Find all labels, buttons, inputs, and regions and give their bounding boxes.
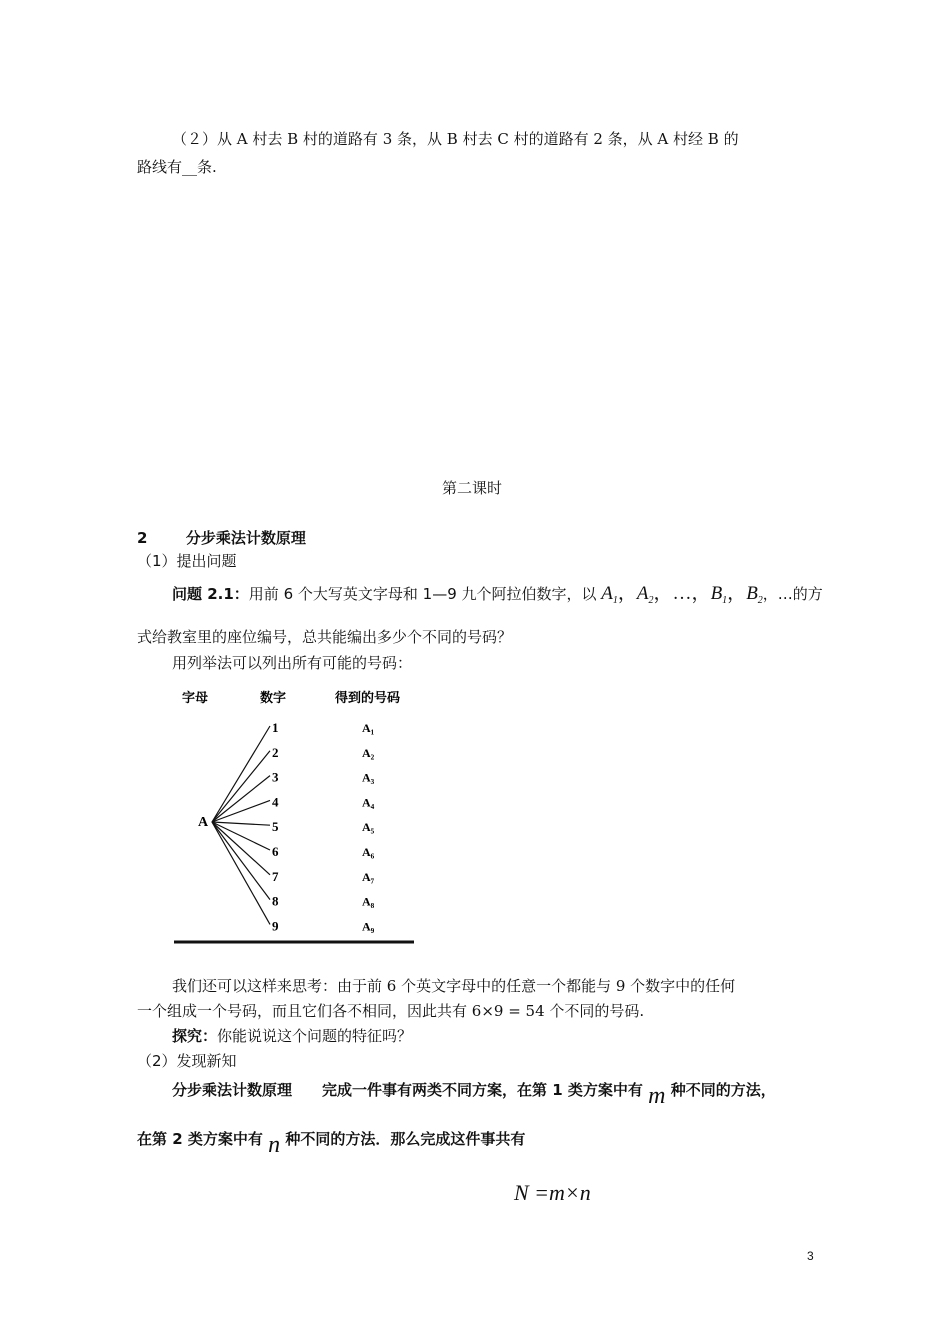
problem-text: 用前 6 个大写英文字母和 1—9 九个阿拉伯数字，以 [248, 585, 597, 603]
tree-branch [212, 822, 270, 875]
think-line-1: 我们还可以这样来思考：由于前 6 个英文字母中的任意一个都能与 9 个数字中的任何 [172, 977, 736, 995]
tree-branch [212, 822, 270, 924]
exercise-line-2: 路线有__条. [137, 158, 217, 176]
tree-branch [212, 822, 270, 825]
tree-code: A₁ [362, 721, 375, 735]
tree-digit: 2 [272, 744, 279, 760]
problem-line-1 [172, 578, 823, 606]
exercise-line-1: （２）从 A 村去 B 村的道路有 3 条，从 B 村去 C 村的道路有 2 条，从 A 村经 B 的 [172, 130, 739, 148]
tree-branch [212, 726, 270, 822]
tree-diagram [172, 680, 422, 950]
page-number: 3 [807, 1249, 814, 1263]
section-title: 分步乘法计数原理 [185, 529, 306, 547]
tree-code: A₈ [362, 894, 375, 909]
math-sequence: $A_1$，$A_2$，…，$B_1$，$B_2$ [601, 583, 763, 606]
tree-root-A: A [198, 815, 209, 830]
subheading-discover: （2）发现新知 [137, 1052, 237, 1070]
tree-header-code: 得到的号码 [335, 691, 401, 706]
tree-digit: 9 [272, 918, 279, 934]
tree-header-digit: 数字 [260, 691, 287, 706]
tree-branch [212, 822, 270, 850]
tree-digit: 5 [272, 819, 279, 835]
problem-line-2: 式给教室里的座位编号，总共能编出多少个不同的号码？ [137, 628, 513, 646]
tree-code: A₄ [362, 795, 375, 810]
tree-code: A₂ [362, 745, 375, 760]
problem-label: 问题 2.1： [172, 585, 249, 603]
tree-digit: 4 [272, 794, 279, 810]
think-line-2: 一个组成一个号码，而且它们各不相同，因此共有 6×9 = 54 个不同的号码. [137, 1002, 645, 1020]
tree-code: A₉ [362, 919, 375, 934]
tree-digit: 7 [272, 868, 279, 884]
explore-text: 你能说说这个问题的特征吗？ [217, 1027, 413, 1045]
formula: N =m×n [514, 1180, 591, 1205]
tree-branch [212, 822, 270, 900]
lesson-title: 第二课时 [442, 479, 503, 497]
var-m: m [648, 1083, 666, 1109]
tree-digit: 1 [272, 720, 279, 735]
tree-digit: 3 [272, 769, 279, 785]
principle-name: 分步乘法计数原理 [172, 1081, 293, 1099]
problem-after: ，…的方 [762, 585, 823, 603]
tree-code: A₆ [362, 845, 375, 859]
tree-header-letter: 字母 [182, 691, 209, 706]
explore-line [172, 1025, 412, 1046]
var-n: n [268, 1132, 281, 1158]
tree-digit: 6 [272, 844, 279, 859]
tree-digit: 8 [272, 893, 279, 909]
tree-code: A₅ [362, 820, 375, 835]
subheading-raise-question: （1）提出问题 [137, 552, 237, 570]
section-heading [137, 527, 306, 548]
principle-line-2: 在第 2 类方案中有 n 种不同的方法．那么完成这件事共有 [137, 1130, 526, 1158]
tree-code: A₃ [362, 770, 375, 785]
explore-label: 探究： [172, 1027, 218, 1045]
section-number: 2 [137, 529, 148, 547]
principle-line-1: 分步乘法计数原理 完成一件事有两类不同方案，在第 1 类方案中有 m 种不同的方法， [172, 1081, 776, 1109]
tree-code: A₇ [362, 869, 375, 884]
tree-branch [212, 776, 270, 822]
enumeration-intro: 用列举法可以列出所有可能的号码： [172, 654, 413, 672]
